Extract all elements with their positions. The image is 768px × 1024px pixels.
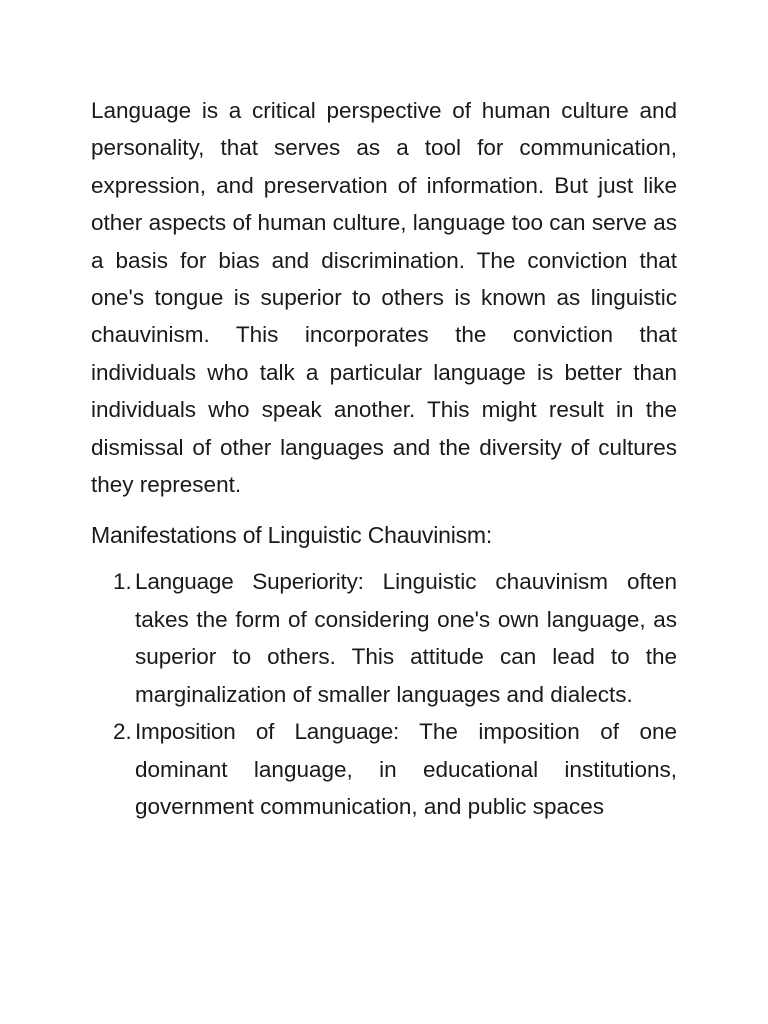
list-item-text: The imposition of one dominant language, in educational institutions, government communication, and public spaces [135, 719, 677, 819]
list-item-term: Language Superiority: [135, 569, 364, 595]
list-item [91, 563, 677, 713]
list-item [91, 713, 677, 825]
document-page [91, 92, 677, 825]
list-item-number: 2. [113, 719, 132, 745]
list-item-term: Imposition of Language: [135, 719, 400, 745]
section-heading: Manifestations of Linguistic Chauvinism: [91, 522, 493, 549]
list-item-number: 1. [113, 569, 132, 595]
intro-paragraph: Language is a critical perspective of human culture and personality, that serves as a tool for communication, expression, and preservation of information. But just like other aspects of human culture, language too can serve as a basis for bias and discrimination. The conviction that one's tongue is superior to others is known as linguistic chauvinism. This incorporates the conviction that individuals who talk a particular language is better than individuals who speak another. This might result in the dismissal of other languages and the diversity of cultures they represent. [91, 98, 677, 498]
list-item-text: Linguistic chauvinism often takes the form of considering one's own language, as superior to others. This attitude can lead to the marginalization of smaller languages and dialects. [135, 569, 677, 707]
manifestations-list [91, 563, 677, 825]
